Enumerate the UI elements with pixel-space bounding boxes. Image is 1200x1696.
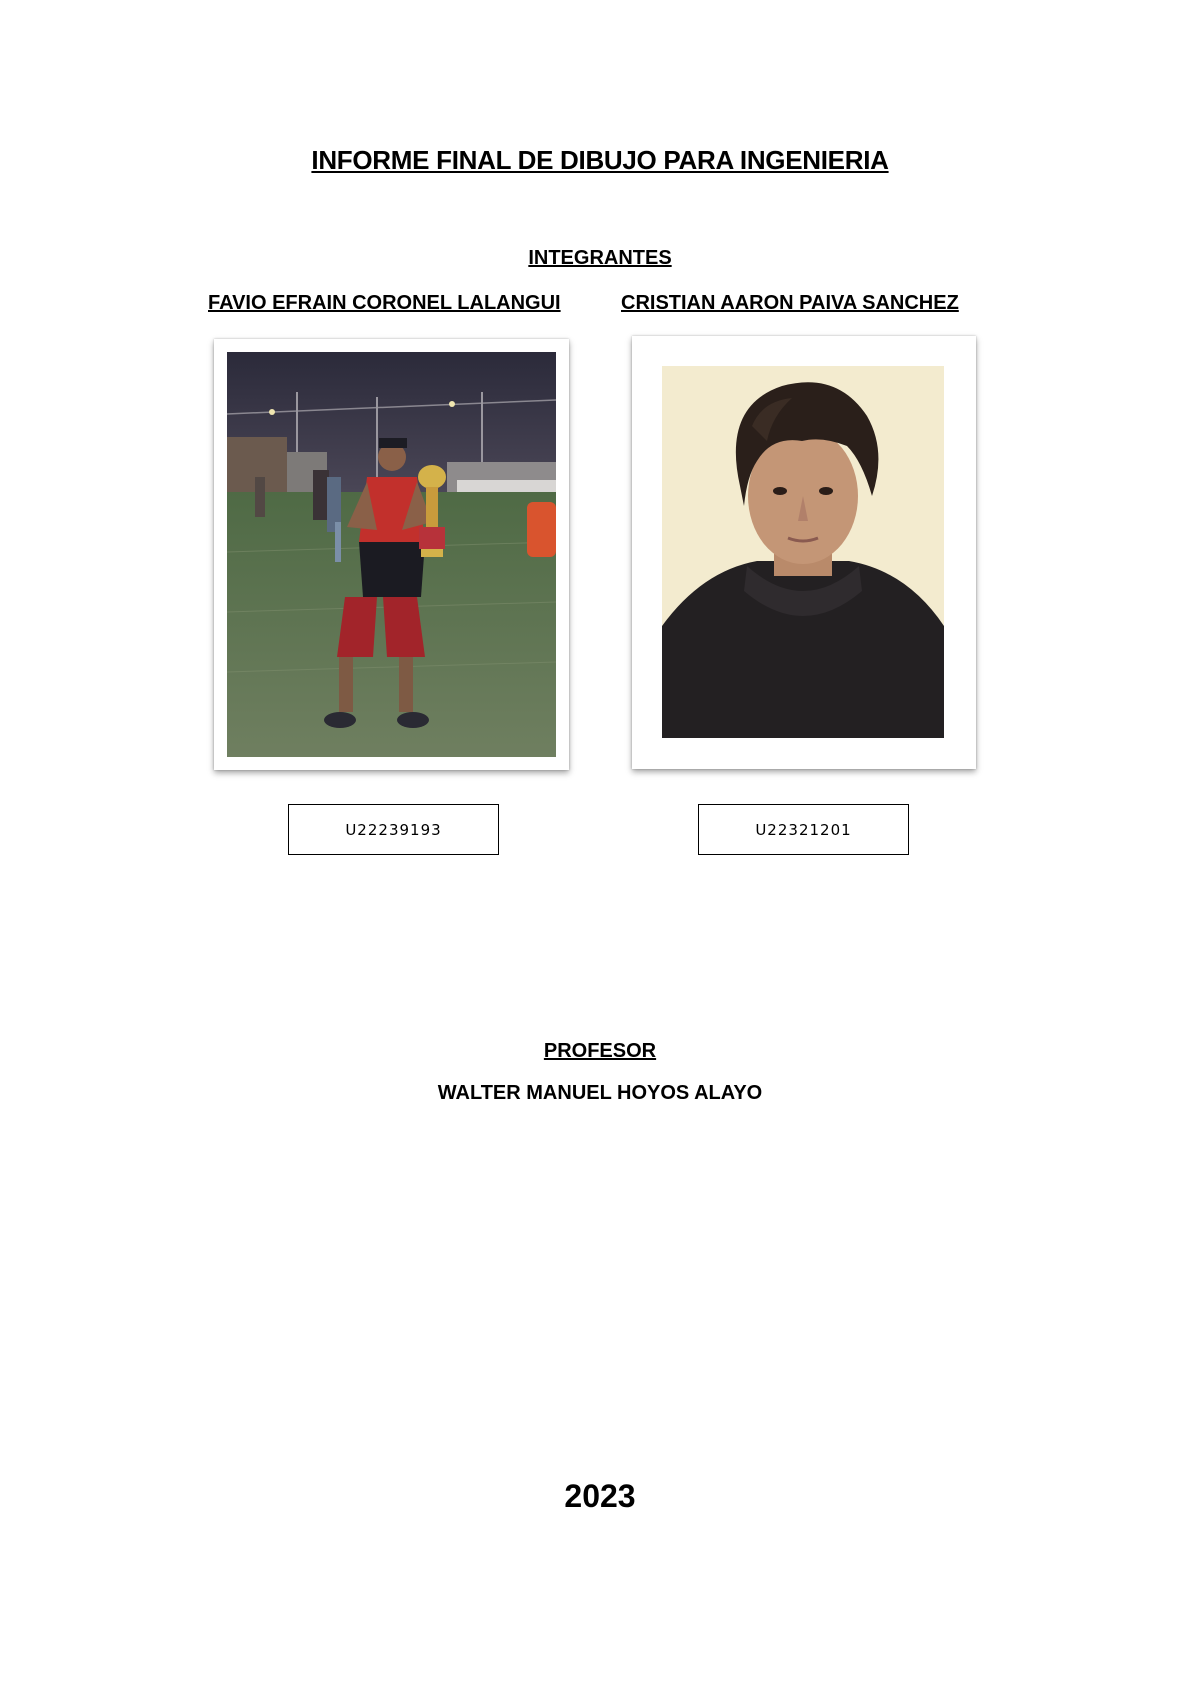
members-heading: INTEGRANTES (528, 247, 672, 269)
member-name-2: CRISTIAN AARON PAIVA SANCHEZ (621, 292, 959, 314)
student-id-2 (698, 804, 909, 855)
student-id-2-text: U22321201 (755, 820, 852, 839)
report-year: 2023 (564, 1478, 636, 1514)
member-photo-2 (632, 336, 976, 769)
teacher-heading: PROFESOR (543, 1040, 657, 1062)
teacher-name: WALTER MANUEL HOYOS ALAYO (437, 1082, 763, 1104)
member-name-1: FAVIO EFRAIN CORONEL LALANGUI (208, 292, 561, 314)
member-photo-1 (214, 339, 569, 770)
person-portrait-photo-icon (662, 366, 944, 738)
student-id-1 (288, 804, 499, 855)
person-trophy-field-photo-icon (227, 352, 556, 757)
student-id-1-text: U22239193 (345, 820, 442, 839)
page-title: INFORME FINAL DE DIBUJO PARA INGENIERIA (311, 145, 889, 175)
